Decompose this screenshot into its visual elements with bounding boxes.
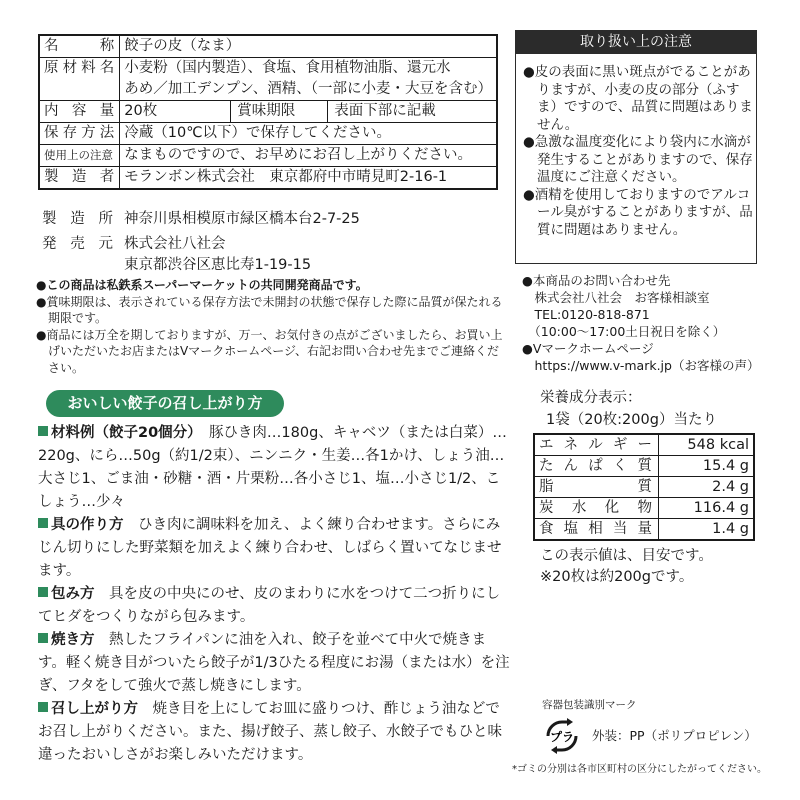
row-label: 使用上の注意 xyxy=(39,145,120,167)
seller-address: 東京都渋谷区恵比寿1-19-15 xyxy=(124,257,312,273)
recipe-section xyxy=(38,514,510,583)
recipe-body xyxy=(38,422,510,767)
table-row xyxy=(534,456,754,477)
caution-item: ●皮の表面に黒い斑点がでることがありますが、小麦の皮の部分（ふすま）ですので、品質に問題はありません。 xyxy=(523,64,753,133)
row-value: 餃子の皮（なま） xyxy=(120,35,497,58)
row-value: モランボン株式会社 東京都府中市晴見町2-16-1 xyxy=(120,167,497,190)
row-value xyxy=(120,58,497,101)
product-info-table xyxy=(38,34,498,190)
caution-item: ●酒精を使用しておりますのでアルコール臭がすることがありますが、品質に問題はありません。 xyxy=(523,186,753,238)
nutrient-value: 116.4 g xyxy=(659,498,755,519)
svg-text:プラ: プラ xyxy=(549,730,575,744)
seller-row xyxy=(42,234,226,255)
recipe-title: おいしい餃子の召し上がり方 xyxy=(46,390,284,417)
section-text: ひき肉に調味料を加え、よく練り合わせます。さらにみじん切りにした野菜類を加えよく練り合わせ、しばらく置いてなじませます。 xyxy=(38,517,502,579)
seller-value: 株式会社八社会 xyxy=(124,236,226,252)
table-row xyxy=(39,58,497,101)
row-label: 製造者 xyxy=(39,167,120,190)
nutrition-table xyxy=(533,433,755,541)
table-row xyxy=(39,167,497,190)
nutrient-value: 548 kcal xyxy=(659,434,755,456)
table-row xyxy=(534,477,754,498)
bullet-square-icon xyxy=(38,426,48,436)
contact-line: （10:00～17:00土日祝日を除く） xyxy=(522,324,726,339)
bullet-square-icon xyxy=(38,587,48,597)
row-label: 内容量 xyxy=(39,101,120,123)
section-text: 熱したフライパンに油を入れ、餃子を並べて中火で焼きます。軽く焼き目がついたら餃子が1/3ひたる程度にお湯（または水）を注ぎ、フタをして強火で蒸し焼きにします。 xyxy=(38,632,510,694)
section-head: 包み方 xyxy=(51,586,95,602)
table-row xyxy=(39,123,497,145)
table-row xyxy=(39,101,497,123)
section-head: 具の作り方 xyxy=(51,517,124,533)
note-item: ●商品には万全を期しておりますが、万一、お気付きの点がございましたら、お買い上げいただいたお店またはVマークホームページ、右記お問い合わせ先までご連絡ください。 xyxy=(36,327,503,375)
nutrient-name: 炭水化物 xyxy=(534,498,659,519)
nutrient-value: 15.4 g xyxy=(659,456,755,477)
contact-line: ●Vマークホームページ xyxy=(522,341,654,356)
caution-list xyxy=(523,64,753,239)
section-text: 豚ひき肉…180g、キャベツ（または白菜）…220g、にら…50g（約1/2束）、ニンニク・生姜…各1かけ、しょう油…大さじ1、ごま油・砂糖・酒・片栗粉…各小さじ1、塩…小さじ1/2、こしょう…少々 xyxy=(38,425,507,510)
contact-info xyxy=(522,272,792,374)
table-row xyxy=(534,519,754,541)
note-item: ●この商品は私鉄系スーパーマーケットの共同開発商品です。 xyxy=(36,278,368,292)
nutrient-name: 脂質 xyxy=(534,477,659,498)
nutrient-name: エネルギー xyxy=(534,434,659,456)
recycle-pla-icon xyxy=(540,716,584,756)
best-before-label: 賞味期限 xyxy=(231,101,328,122)
row-label: 原材料名 xyxy=(39,58,120,101)
row-label: 保存方法 xyxy=(39,123,120,145)
seller-label: 発売元 xyxy=(42,236,114,252)
factory-label: 製造所 xyxy=(42,211,114,227)
row-value: 冷蔵（10℃以下）で保存してください。 xyxy=(120,123,497,145)
contact-line: TEL:0120-818-871 xyxy=(522,307,650,322)
recipe-section xyxy=(38,629,510,698)
caution-item: ●急激な温度変化により袋内に水滴が発生することがありますので、保存温度にご注意ください。 xyxy=(523,134,753,185)
ingredients-line-1: 小麦粉（国内製造）、食塩、食用植物油脂、還元水 xyxy=(124,60,451,76)
nutrition-title: 栄養成分表示： xyxy=(540,390,642,406)
nutrient-value: 2.4 g xyxy=(659,477,755,498)
nutrition-note: ※20枚は約200gです。 xyxy=(540,569,694,585)
table-row xyxy=(39,35,497,58)
caution-title: 取り扱い上の注意 xyxy=(515,30,757,54)
factory-value: 神奈川県相模原市緑区橋本台2-7-25 xyxy=(124,211,360,227)
recipe-section xyxy=(38,422,510,514)
row-value: なまものですので、お早めにお召し上がりください。 xyxy=(120,145,497,167)
product-notes xyxy=(36,277,506,376)
factory-row xyxy=(42,209,360,230)
nutrient-name: たんぱく質 xyxy=(534,456,659,477)
note-item: ●賞味期限は、表示されている保存方法で未開封の状態で保存した際に品質が保たれる期限です。 xyxy=(36,294,503,325)
section-head: 焼き方 xyxy=(51,632,95,648)
section-text: 焼き目を上にしてお皿に盛りつけ、酢じょう油などでお召し上がりください。また、揚げ餃子、蒸し餃子、水餃子でもひと味違ったおいしさがお楽しみいただけます。 xyxy=(38,701,502,763)
contact-line: 株式会社八社会 お客様相談室 xyxy=(522,290,710,305)
section-head: 材料例（餃子20個分） xyxy=(51,425,195,441)
recycle-material: 外装：PP（ポリプロピレン） xyxy=(592,728,757,743)
nutrition-per: 1袋（20枚:200g）当たり xyxy=(546,412,717,428)
ingredients-line-2: あめ／加工デンプン、酒精、（一部に小麦・大豆を含む） xyxy=(124,81,492,97)
bullet-square-icon xyxy=(38,518,48,528)
contact-line: ●本商品のお問い合わせ先 xyxy=(522,273,671,288)
recycle-label: 容器包装識別マーク xyxy=(542,699,637,711)
row-label: 名 称 xyxy=(39,35,120,58)
best-before-value: 表面下部に記載 xyxy=(334,103,436,119)
nutrient-name: 食塩相当量 xyxy=(534,519,659,541)
section-text: 具を皮の中央にのせ、皮のまわりに水をつけて二つ折りにしてヒダをつくりながら包みます。 xyxy=(38,586,501,625)
recipe-section xyxy=(38,698,510,767)
recycle-note: *ゴミの分別は各市区町村の区分にしたがってください。 xyxy=(512,764,767,775)
bullet-square-icon xyxy=(38,702,48,712)
recipe-section xyxy=(38,583,510,629)
nutrition-note: この表示値は、目安です。 xyxy=(540,548,713,564)
content-amount: 20枚 xyxy=(120,101,231,122)
contact-line: https://www.v-mark.jp（お客様の声） xyxy=(522,358,760,373)
nutrient-value: 1.4 g xyxy=(659,519,755,541)
table-row xyxy=(534,434,754,456)
row-value xyxy=(120,101,497,123)
table-row xyxy=(534,498,754,519)
bullet-square-icon xyxy=(38,633,48,643)
section-head: 召し上がり方 xyxy=(51,701,138,717)
table-row xyxy=(39,145,497,167)
